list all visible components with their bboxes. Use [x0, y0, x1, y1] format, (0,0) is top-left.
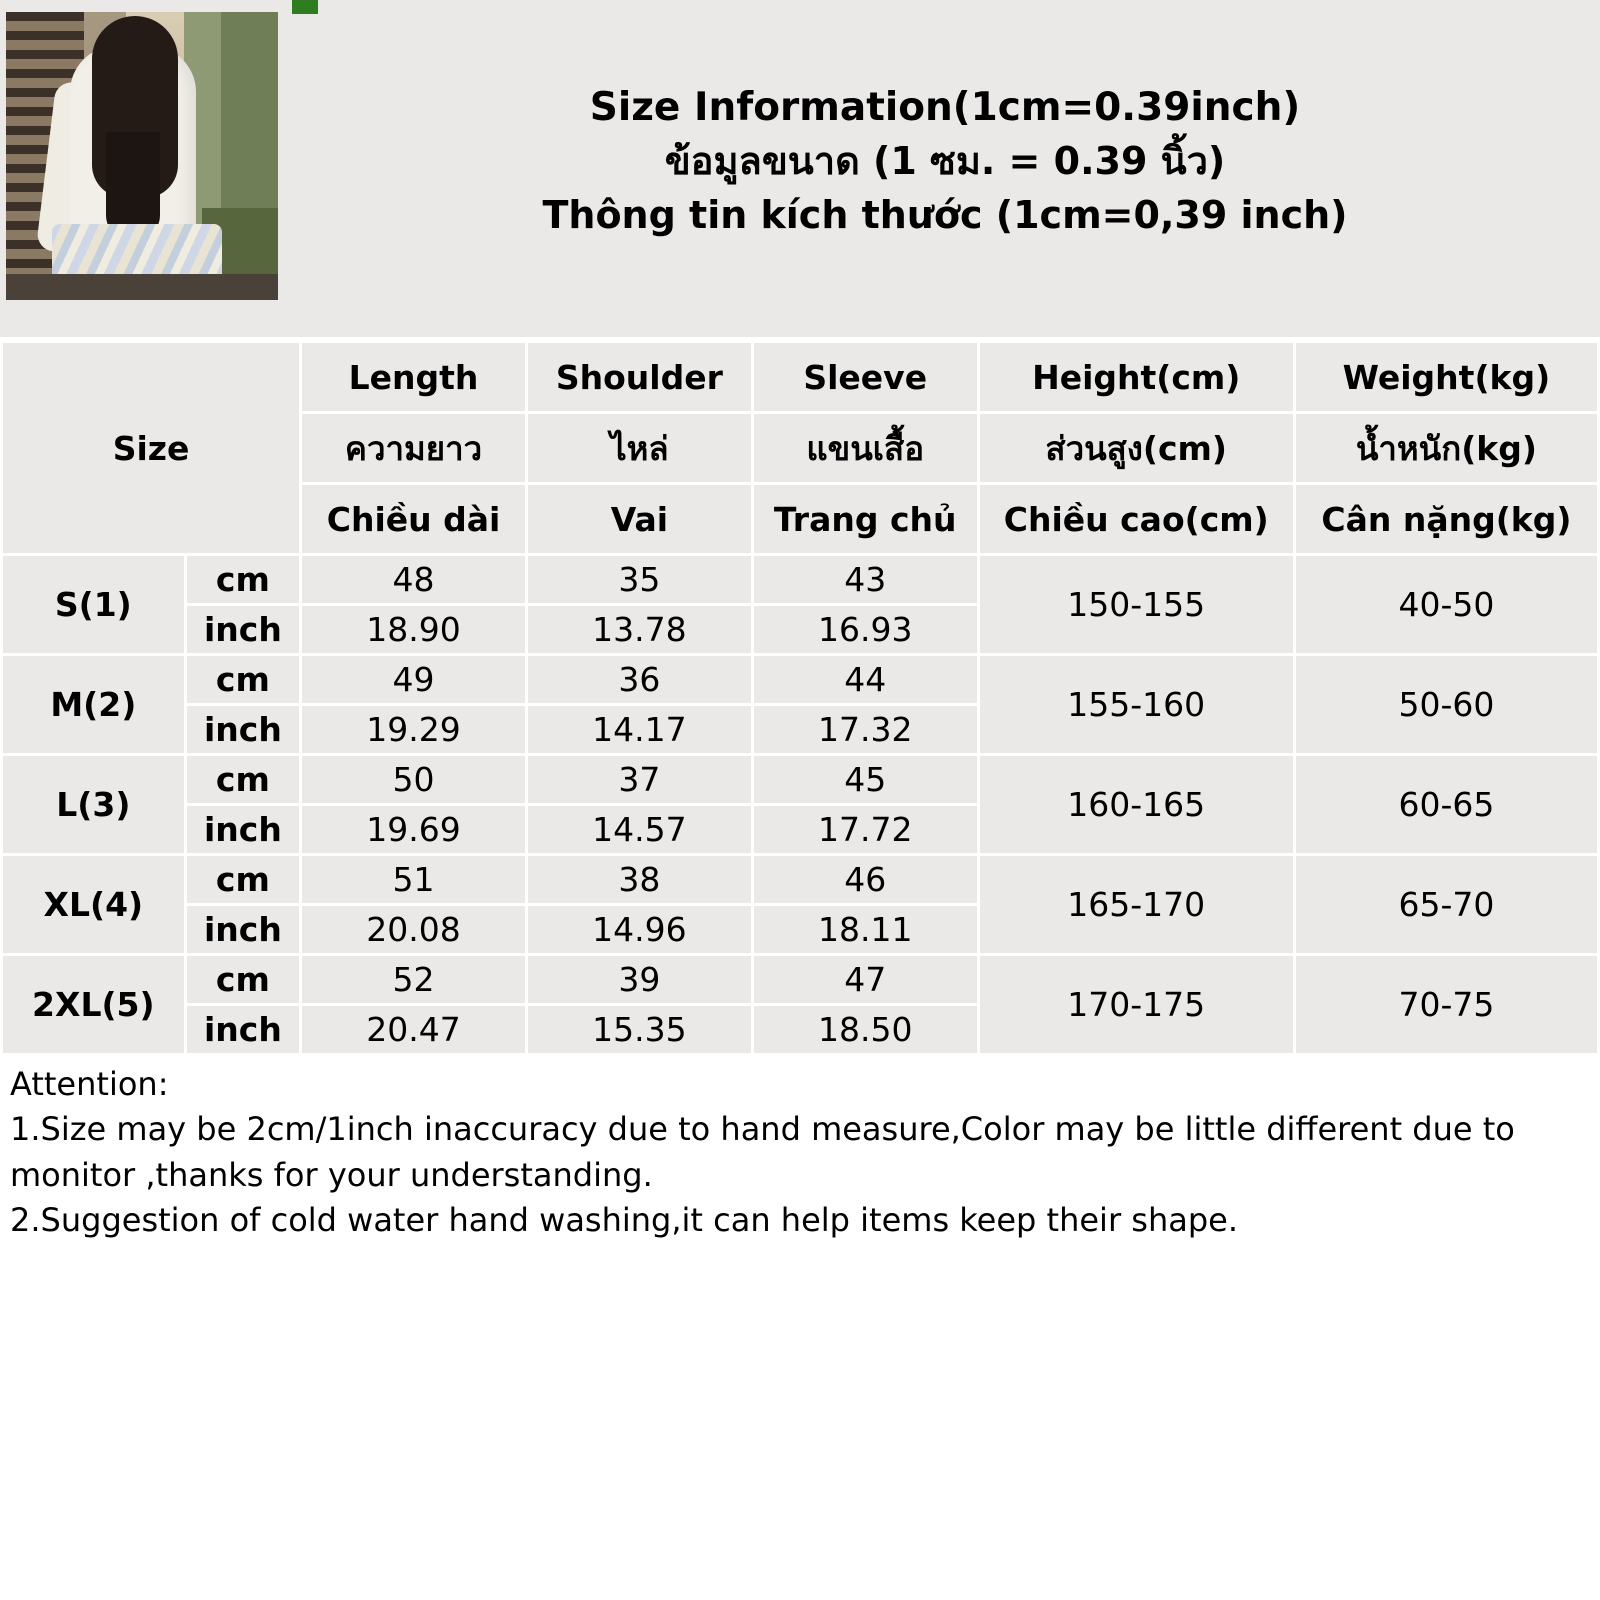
unit-inch: inch — [187, 1006, 299, 1053]
col-header-sleeve-en: Sleeve — [754, 343, 977, 411]
cell-weight-range: 70-75 — [1296, 956, 1597, 1053]
unit-inch: inch — [187, 806, 299, 853]
col-header-weight-en: Weight(kg) — [1296, 343, 1597, 411]
cell-shoulder-inch: 14.96 — [528, 906, 751, 953]
cell-length-cm: 51 — [302, 856, 525, 903]
cell-shoulder-cm: 37 — [528, 756, 751, 803]
unit-inch: inch — [187, 906, 299, 953]
cell-weight-range: 65-70 — [1296, 856, 1597, 953]
title-vietnamese: Thông tin kích thước (1cm=0,39 inch) — [542, 193, 1348, 238]
cell-length-inch: 20.47 — [302, 1006, 525, 1053]
cell-length-inch: 19.29 — [302, 706, 525, 753]
size-header-cell: Size — [3, 343, 299, 553]
size-label-l: L(3) — [3, 756, 184, 853]
cell-sleeve-cm: 45 — [754, 756, 977, 803]
cell-shoulder-inch: 13.78 — [528, 606, 751, 653]
col-header-height-vi: Chiều cao(cm) — [980, 485, 1293, 553]
table-row — [3, 956, 1597, 1003]
col-header-length-en: Length — [302, 343, 525, 411]
table-row — [3, 756, 1597, 803]
cell-weight-range: 60-65 — [1296, 756, 1597, 853]
attention-notes — [0, 1056, 1600, 1244]
attention-line-1: 1.Size may be 2cm/1inch inaccuracy due to hand measure,Color may be little different due to monitor ,thanks for your understanding. — [10, 1110, 1515, 1194]
cell-height-range: 160-165 — [980, 756, 1293, 853]
model-photo — [6, 12, 278, 300]
table-row — [3, 656, 1597, 703]
col-header-height-th: ส่วนสูง(cm) — [980, 414, 1293, 482]
cell-length-cm: 50 — [302, 756, 525, 803]
title-thai: ข้อมูลขนาด (1 ซม. = 0.39 นิ้ว) — [664, 139, 1226, 184]
size-label-s: S(1) — [3, 556, 184, 653]
cell-sleeve-inch: 18.11 — [754, 906, 977, 953]
green-accent-tab — [292, 0, 318, 14]
cell-height-range: 155-160 — [980, 656, 1293, 753]
cell-shoulder-cm: 38 — [528, 856, 751, 903]
col-header-weight-vi: Cân nặng(kg) — [1296, 485, 1597, 553]
unit-cm: cm — [187, 656, 299, 703]
cell-sleeve-cm: 43 — [754, 556, 977, 603]
cell-length-cm: 52 — [302, 956, 525, 1003]
cell-sleeve-cm: 44 — [754, 656, 977, 703]
unit-cm: cm — [187, 956, 299, 1003]
title-block — [290, 0, 1600, 337]
col-header-shoulder-vi: Vai — [528, 485, 751, 553]
cell-length-inch: 20.08 — [302, 906, 525, 953]
cell-length-cm: 49 — [302, 656, 525, 703]
col-header-length-vi: Chiều dài — [302, 485, 525, 553]
cell-shoulder-inch: 14.57 — [528, 806, 751, 853]
cell-shoulder-inch: 14.17 — [528, 706, 751, 753]
cell-shoulder-cm: 35 — [528, 556, 751, 603]
attention-line-2: 2.Suggestion of cold water hand washing,it can help items keep their shape. — [10, 1201, 1238, 1240]
size-label-m: M(2) — [3, 656, 184, 753]
title-english: Size Information(1cm=0.39inch) — [589, 84, 1301, 130]
col-header-sleeve-th: แขนเสื้อ — [754, 414, 977, 482]
cell-length-inch: 18.90 — [302, 606, 525, 653]
col-header-shoulder-en: Shoulder — [528, 343, 751, 411]
size-label-2xl: 2XL(5) — [3, 956, 184, 1053]
cell-shoulder-cm: 36 — [528, 656, 751, 703]
size-table — [0, 340, 1600, 1056]
unit-inch: inch — [187, 606, 299, 653]
col-header-length-th: ความยาว — [302, 414, 525, 482]
cell-shoulder-inch: 15.35 — [528, 1006, 751, 1053]
unit-cm: cm — [187, 856, 299, 903]
col-header-sleeve-vi: Trang chủ — [754, 485, 977, 553]
unit-cm: cm — [187, 556, 299, 603]
product-photo-cell — [0, 0, 290, 337]
cell-weight-range: 50-60 — [1296, 656, 1597, 753]
col-header-weight-th: น้ำหนัก(kg) — [1296, 414, 1597, 482]
table-row — [3, 856, 1597, 903]
cell-sleeve-inch: 16.93 — [754, 606, 977, 653]
cell-length-cm: 48 — [302, 556, 525, 603]
col-header-shoulder-th: ไหล่ — [528, 414, 751, 482]
table-header-row-en — [3, 343, 1597, 411]
cell-shoulder-cm: 39 — [528, 956, 751, 1003]
cell-length-inch: 19.69 — [302, 806, 525, 853]
header-band — [0, 0, 1600, 340]
unit-inch: inch — [187, 706, 299, 753]
cell-height-range: 165-170 — [980, 856, 1293, 953]
col-header-height-en: Height(cm) — [980, 343, 1293, 411]
cell-height-range: 150-155 — [980, 556, 1293, 653]
cell-sleeve-cm: 46 — [754, 856, 977, 903]
cell-sleeve-inch: 18.50 — [754, 1006, 977, 1053]
size-label-xl: XL(4) — [3, 856, 184, 953]
cell-weight-range: 40-50 — [1296, 556, 1597, 653]
cell-sleeve-inch: 17.72 — [754, 806, 977, 853]
cell-height-range: 170-175 — [980, 956, 1293, 1053]
cell-sleeve-inch: 17.32 — [754, 706, 977, 753]
table-row — [3, 556, 1597, 603]
cell-sleeve-cm: 47 — [754, 956, 977, 1003]
unit-cm: cm — [187, 756, 299, 803]
attention-heading: Attention: — [10, 1065, 169, 1103]
